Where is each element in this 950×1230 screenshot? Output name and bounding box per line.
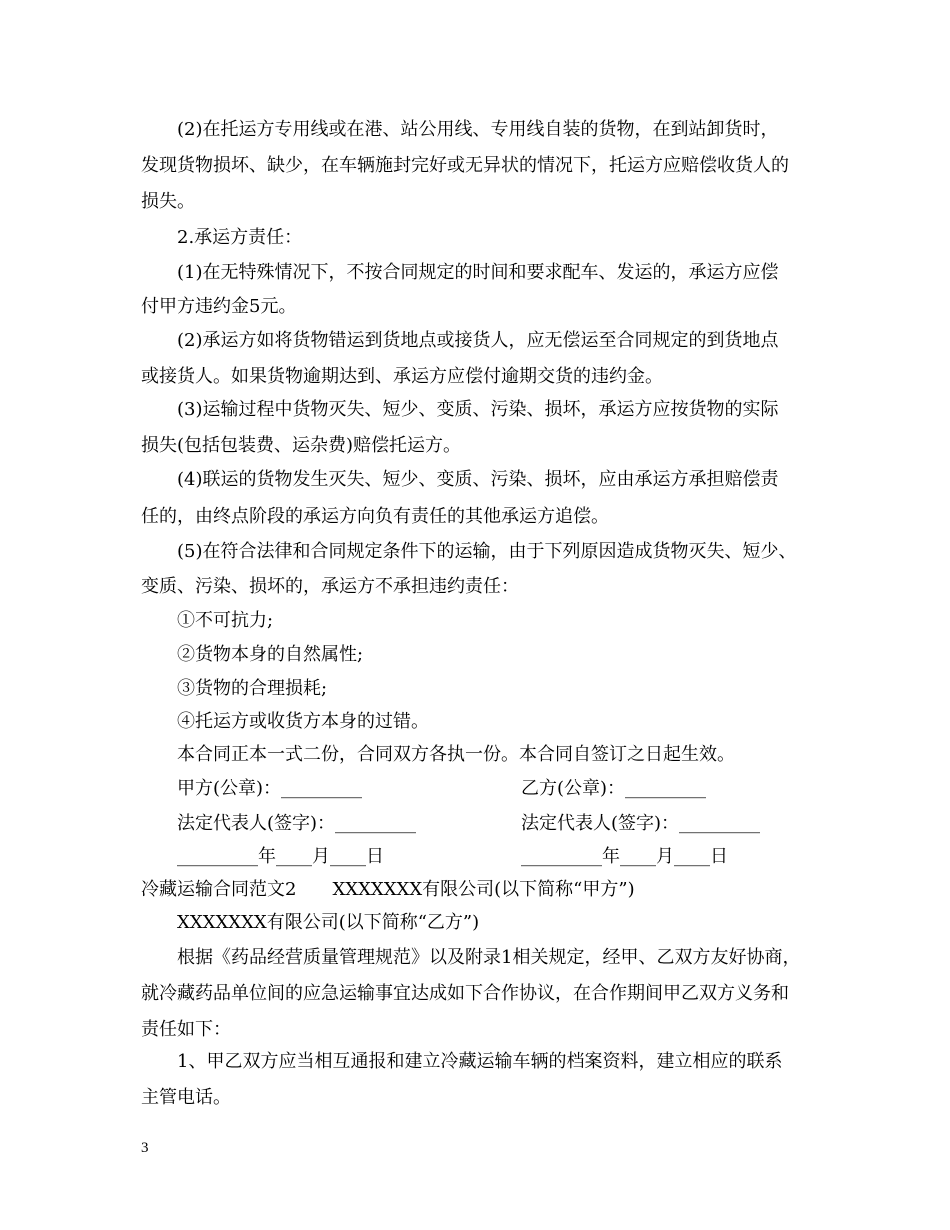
paragraph-line: 冷藏运输合同范文2 XXXXXXX有限公司(以下简称“甲方”) <box>141 879 635 900</box>
paragraph-line: (1)在无特殊情况下，不按合同规定的时间和要求配车、发运的，承运方应偿 <box>177 262 779 283</box>
party-b-representative: 法定代表人(签字)：_________ <box>521 813 761 834</box>
paragraph-line: (2)在托运方专用线或在港、站公用线、专用线自装的货物，在到站卸货时， <box>177 119 779 140</box>
paragraph-line: 付甲方违约金5元。 <box>141 296 297 317</box>
party-a-representative: 法定代表人(签字)：_________ <box>177 813 417 834</box>
paragraph-line: 责任如下： <box>141 1019 231 1040</box>
list-item: ②货物本身的自然属性; <box>177 644 364 665</box>
list-item: ①不可抗力; <box>177 610 274 631</box>
list-item: ③货物的合理损耗; <box>177 678 328 699</box>
paragraph-line: 本合同正本一式二份，合同双方各执一份。本合同自签订之日起生效。 <box>177 744 735 765</box>
paragraph-line: 发现货物损坏、缺少，在车辆施封完好或无异状的情况下，托运方应赔偿收货人的 <box>141 155 789 176</box>
paragraph-line: (5)在符合法律和合同规定条件下的运输，由于下列原因造成货物灭失、短少、 <box>177 541 797 562</box>
paragraph-line: 就冷藏药品单位间的应急运输事宜达成如下合作协议，在合作期间甲乙双方义务和 <box>141 983 789 1004</box>
party-b-seal: 乙方(公章)：_________ <box>521 778 707 799</box>
party-b-date: _________年____月____日 <box>521 846 728 867</box>
section-heading: 2.承运方责任： <box>177 227 303 248</box>
paragraph-line: 主管电话。 <box>141 1087 231 1108</box>
paragraph-line: 损失(包括包装费、运杂费)赔偿托运方。 <box>141 435 462 456</box>
paragraph-line: 1、甲乙双方应当相互通报和建立冷藏运输车辆的档案资料，建立相应的联系 <box>177 1051 783 1072</box>
paragraph-line: 根据《药品经营质量管理规范》以及附录1相关规定，经甲、乙双方友好协商， <box>177 947 801 968</box>
paragraph-line: (3)运输过程中货物灭失、短少、变质、污染、损坏，承运方应按货物的实际 <box>177 399 779 420</box>
page-number: 3 <box>141 1140 149 1156</box>
paragraph-line: XXXXXXX有限公司(以下简称“乙方”) <box>177 912 480 933</box>
party-a-seal: 甲方(公章)：_________ <box>177 778 363 799</box>
list-item: ④托运方或收货方本身的过错。 <box>177 711 429 732</box>
paragraph-line: (2)承运方如将货物错运到货地点或接货人，应无偿运至合同规定的到货地点 <box>177 330 779 351</box>
paragraph-line: 或接货人。如果货物逾期达到、承运方应偿付逾期交货的违约金。 <box>141 366 663 387</box>
paragraph-line: (4)联运的货物发生灭失、短少、变质、污染、损坏，应由承运方承担赔偿责 <box>177 469 779 490</box>
party-a-date: _________年____月____日 <box>177 846 384 867</box>
paragraph-line: 任的，由终点阶段的承运方向负有责任的其他承运方追偿。 <box>141 506 609 527</box>
paragraph-line: 变质、污染、损坏的，承运方不承担违约责任： <box>141 576 519 597</box>
paragraph-line: 损失。 <box>141 191 195 212</box>
